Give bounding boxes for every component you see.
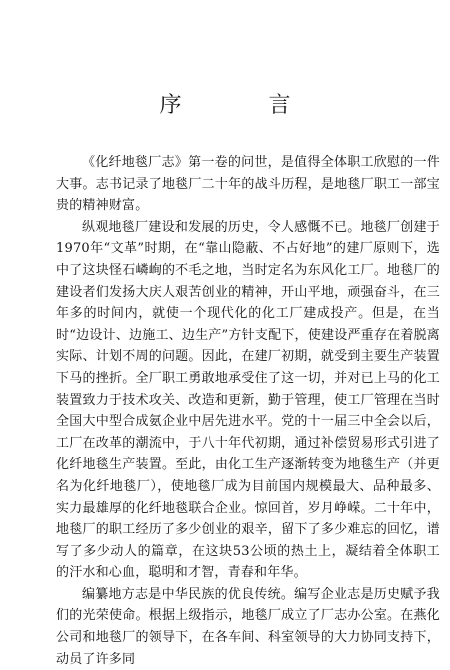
paragraph-1: 《化纤地毯厂志》第一卷的问世，是值得全体职工欣慰的一件大事。志书记录了地毯厂二十年的战斗历程，是地毯厂职工一部宝贵的精神财富。 — [56, 155, 440, 214]
paragraph-2: 纵观地毯厂建设和发展的历史，令人感慨不已。地毯厂创建于1970年“文革”时期，在“靠山隐蔽、不占好地”的建厂原则下，选中了这块怪石嶙峋的不毛之地，当时定名为东风化工厂。地毯厂的建设者们发扬大庆人艰苦创业的精神，开山平地，顽强奋斗，在三年多的时间内，就使一个现代化的化工厂建成投产。但是，在当时“边设计、边施工、边生产”方针支配下，使建设严重存在着脱离实际、计划不周的问题。因此，在建厂初期，就受到主要生产装置下马的挫折。全厂职工勇敢地承受住了这一切，并对已上马的化工装置致力于技术攻关、改造和更新，勤于管理，使工厂管理在当时全国大中型合成氨企业中居先进水平。党的十一届三中全会以后，工厂在改革的潮流中，于八十年代初期，通过补偿贸易形式引进了化纤地毯生产装置。至此，由化工生产逐渐转变为地毯生产（并更名为化纤地毯厂），使地毯厂成为目前国内规模最大、品种最多、实力最雄厚的化纤地毯联合企业。惊回首，岁月峥嵘。二十年中，地毯厂的职工经历了多少创业的艰辛，留下了多少难忘的回忆，谱写了多少动人的篇章，在这块53公顷的热土上，凝结着全体职工的汗水和心血，聪明和才智，青春和年华。 — [56, 219, 440, 581]
page-title: 序 言 — [159, 93, 331, 118]
paragraph-3: 编纂地方志是中华民族的优良传统。编写企业志是历史赋予我们的光荣使命。根据上级指示，地毯厂成立了厂志办公室。在燕化公司和地毯厂的领导下，在各车间、科室领导的大力协同支持下，动员了许多同 — [56, 586, 440, 667]
body-text — [56, 152, 440, 670]
